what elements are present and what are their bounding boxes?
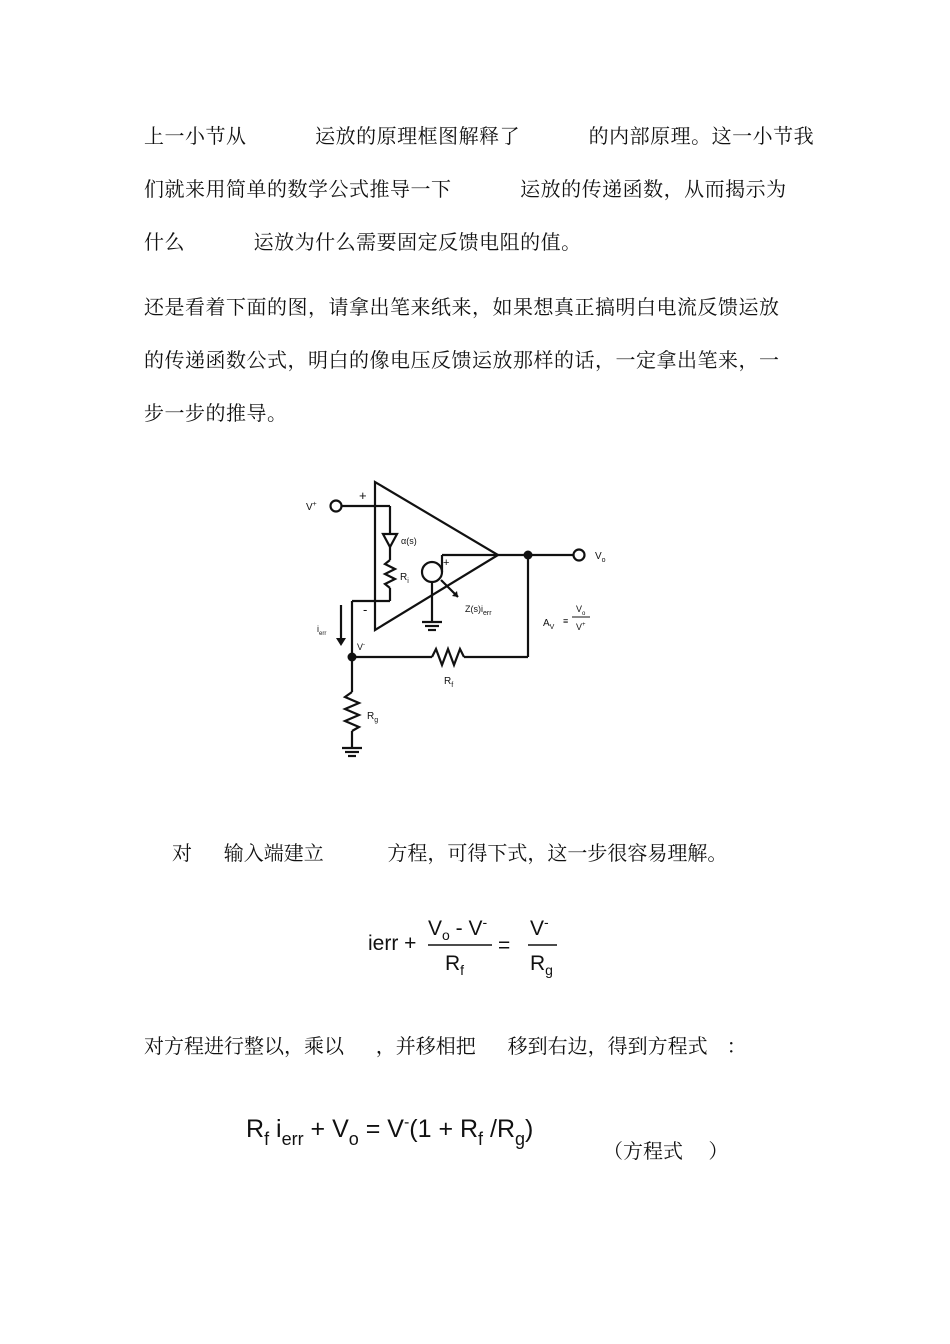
rf-label: $R_f$ xyxy=(444,676,454,689)
resistor-rg xyxy=(345,692,359,731)
eq2-expression: $R_f$ $i_{err} + V_o = V^-(1 + R_f$ $/R_g$) xyxy=(246,1114,534,1149)
source-plus: + xyxy=(443,557,450,569)
eq1-equals: = xyxy=(498,934,511,957)
ierr-label: $i_{err}$ xyxy=(317,624,327,637)
resistor-ri xyxy=(385,560,395,588)
eq1-denominator: $R_f$ xyxy=(445,952,465,978)
vplus-label: V+ xyxy=(306,501,317,513)
paragraph-line: 步一步的推导。 xyxy=(144,401,288,425)
eq1-rhs-numerator: V- xyxy=(530,914,549,940)
buffer-triangle xyxy=(383,534,397,547)
equation-label: （方程式 ） xyxy=(603,1139,729,1163)
paragraph-instructions xyxy=(144,281,814,440)
vplus-terminal xyxy=(331,501,342,512)
rg-label: $R_g$ xyxy=(367,711,379,724)
av-numerator: $V_o$ xyxy=(576,604,586,617)
equation-1 xyxy=(365,905,565,980)
alpha-label: α(s) xyxy=(401,536,417,546)
vminus-label: V- xyxy=(357,642,366,652)
ierr-arrow-head xyxy=(336,638,346,646)
paragraph-line: 的传递函数公式，明白的像电压反馈运放那样的话，一定拿出笔来，一 xyxy=(144,348,780,372)
paragraph-line: 上一小节从 运放的原理框图解释了 的内部原理。这一小节我 xyxy=(144,124,815,148)
equation-2 xyxy=(240,1105,560,1160)
step1-text: 对 输入端建立 方程，可得下式，这一步很容易理解。 xyxy=(172,841,728,865)
output-node xyxy=(524,551,533,560)
paragraph-line: 什么 运放为什么需要固定反馈电阻的值。 xyxy=(144,230,582,254)
eq1-numerator: $V_o - V^-$ xyxy=(428,914,488,943)
vo-label: $V_o$ xyxy=(595,551,606,564)
paragraph-intro xyxy=(144,110,814,269)
eq1-rhs-denominator: $R_g$ xyxy=(530,952,553,978)
eq1-lhs: ierr + xyxy=(368,932,417,955)
feedback-node xyxy=(348,653,357,662)
resistor-rf xyxy=(432,649,464,665)
paragraph-line: 还是看着下面的图，请拿出笔来纸来，如果想真正搞明白电流反馈运放 xyxy=(144,295,780,319)
circuit-diagram xyxy=(300,478,630,763)
av-denominator: V+ xyxy=(576,622,586,632)
plus-sign: + xyxy=(359,488,367,503)
ri-label: $R_i$ xyxy=(400,572,409,585)
controlled-source xyxy=(422,562,442,582)
av-equiv: ≡ xyxy=(563,616,569,626)
zs-label: $Z(s)i_{err}$ xyxy=(465,604,492,617)
step2-text: 对方程进行整以，乘以 ，并移相把 移到右边，得到方程式 ： xyxy=(144,1034,747,1058)
av-label: $A_V$ xyxy=(543,618,555,631)
vo-terminal xyxy=(574,550,585,561)
minus-sign: - xyxy=(363,602,368,617)
paragraph-line: 们就来用简单的数学公式推导一下 运放的传递函数，从而揭示为 xyxy=(144,177,787,201)
